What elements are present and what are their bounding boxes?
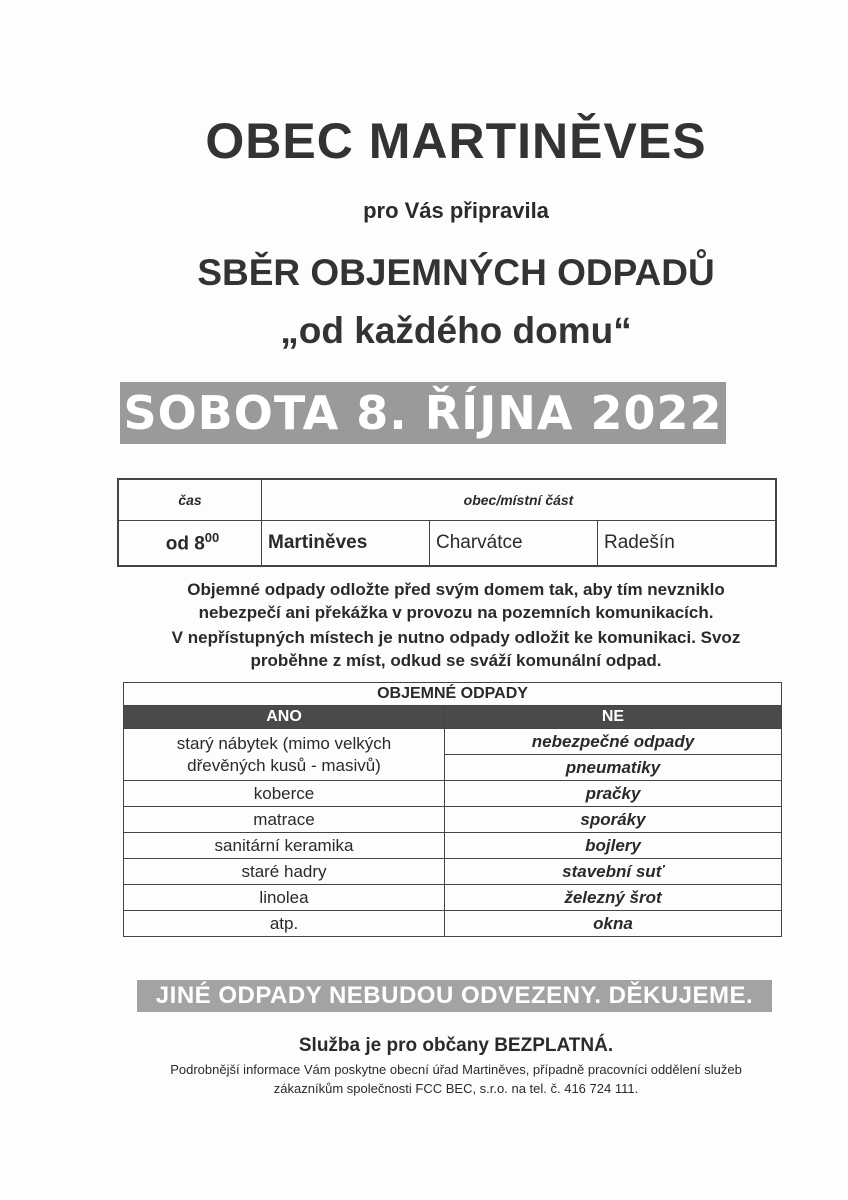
time-header: čas bbox=[118, 479, 262, 521]
subtitle: pro Vás připravila bbox=[363, 198, 549, 223]
yes-item: staré hadry bbox=[124, 859, 445, 885]
no-item: železný šrot bbox=[445, 885, 782, 911]
schedule-table bbox=[117, 478, 777, 567]
headline: SBĚR OBJEMNÝCH ODPADŮ bbox=[197, 252, 715, 293]
no-item: nebezpečné odpady bbox=[445, 729, 782, 755]
yes-item: matrace bbox=[124, 807, 445, 833]
contact-info bbox=[0, 1060, 848, 1098]
contact-info-line: Podrobnější informace Vám poskytne obecní úřad Martiněves, případně pracovníci oddělení služeb bbox=[170, 1062, 742, 1077]
notice-line: V nepřístupných místech je nutno odpady odložit ke komunikaci. Svoz bbox=[171, 628, 741, 647]
notice-paragraph-1 bbox=[0, 578, 848, 624]
place-martineves: Martiněves bbox=[262, 521, 430, 567]
no-header: NE bbox=[445, 706, 782, 729]
no-item: pneumatiky bbox=[445, 755, 782, 781]
yes-item-line: starý nábytek (mimo velkých bbox=[176, 733, 392, 753]
yes-item-furniture bbox=[124, 729, 445, 781]
notice-line: Objemné odpady odložte před svým domem tak, aby tím nevzniklo bbox=[187, 580, 725, 599]
yes-header: ANO bbox=[124, 706, 445, 729]
time-minutes: 00 bbox=[204, 530, 220, 546]
yes-item: koberce bbox=[124, 781, 445, 807]
notice-line: nebezpečí ani překážka v provozu na pozemních komunikacích. bbox=[198, 603, 714, 622]
time-value: od 8 bbox=[165, 533, 205, 555]
yes-item: atp. bbox=[124, 911, 445, 937]
no-item: sporáky bbox=[445, 807, 782, 833]
notice-line: proběhne z míst, odkud se sváží komunální odpad. bbox=[250, 651, 662, 670]
place-header: obec/místní část bbox=[262, 479, 777, 521]
page-title: OBEC MARTINĚVES bbox=[205, 113, 707, 169]
yes-item: sanitární keramika bbox=[124, 833, 445, 859]
date-banner: SOBOTA 8. ŘÍJNA 2022 bbox=[120, 382, 726, 444]
notice-paragraph-2 bbox=[0, 626, 848, 672]
waste-table-caption: OBJEMNÉ ODPADY bbox=[124, 683, 782, 706]
no-item: okna bbox=[445, 911, 782, 937]
waste-table bbox=[123, 682, 782, 937]
contact-info-line: zákazníkům společnosti FCC BEC, s.r.o. na tel. č. 416 724 111. bbox=[273, 1081, 639, 1096]
place-radesin: Radešín bbox=[598, 521, 777, 567]
closing-banner: JINÉ ODPADY NEBUDOU ODVEZENY. DĚKUJEME. bbox=[137, 980, 772, 1012]
free-service-note: Služba je pro občany BEZPLATNÁ. bbox=[298, 1035, 614, 1056]
place-charvatce: Charvátce bbox=[430, 521, 598, 567]
no-item: pračky bbox=[445, 781, 782, 807]
yes-item: linolea bbox=[124, 885, 445, 911]
headline-quote: „od každého domu“ bbox=[280, 310, 632, 351]
no-item: stavební suť bbox=[445, 859, 782, 885]
time-cell bbox=[118, 521, 262, 567]
yes-item-line: dřevěných kusů - masivů) bbox=[187, 755, 381, 775]
no-item: bojlery bbox=[445, 833, 782, 859]
